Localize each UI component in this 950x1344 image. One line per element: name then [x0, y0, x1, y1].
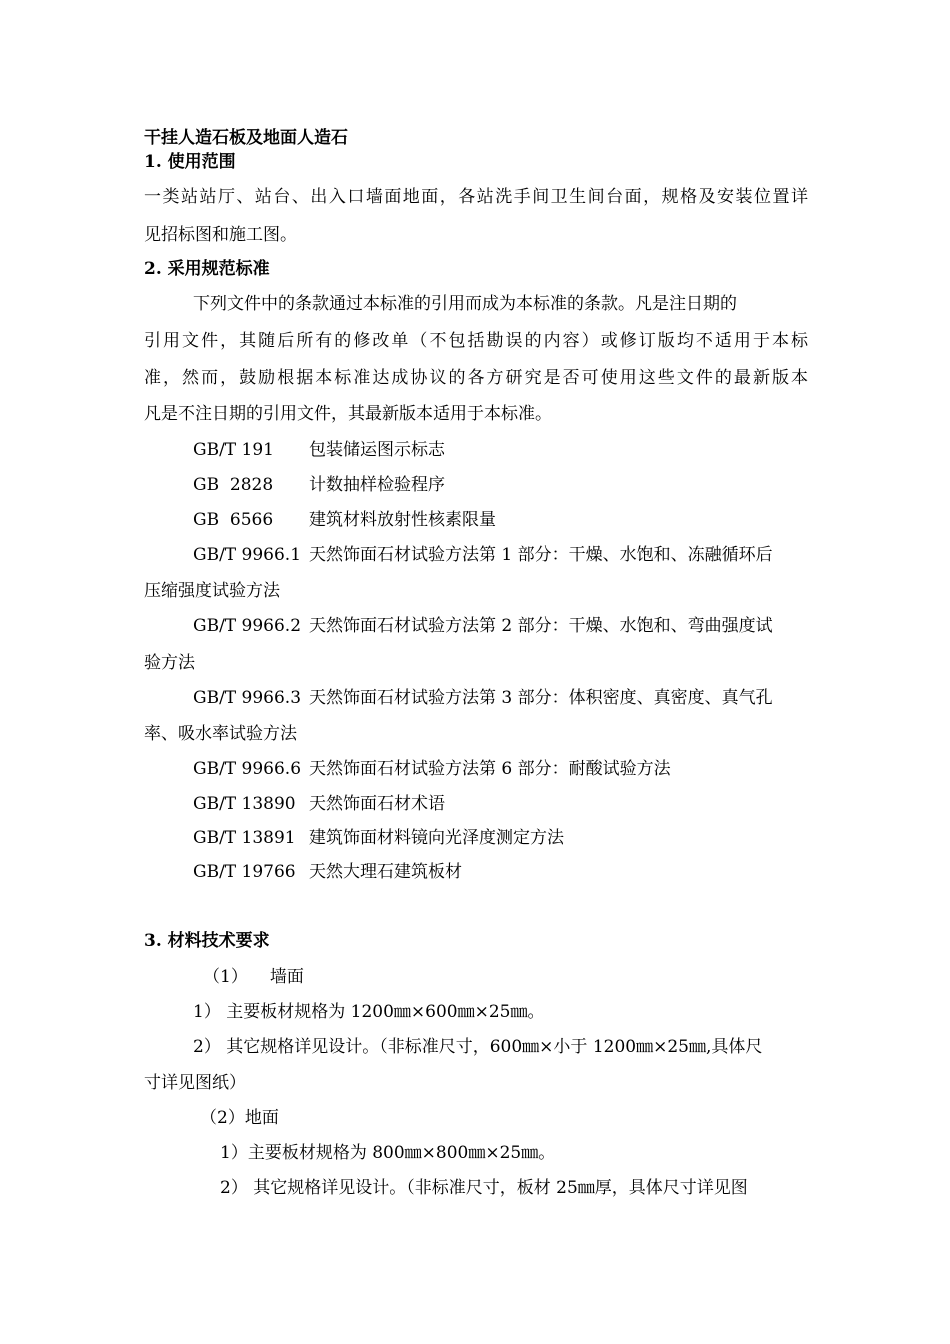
section-2-heading: 2. 采用规范标准 [144, 259, 270, 279]
standard-item [193, 794, 445, 814]
section-1-text-line-2: 见招标图和施工图。 [144, 225, 297, 245]
standard-item-continuation: 验方法 [144, 653, 195, 673]
standard-title: 建筑饰面材料镜向光泽度测定方法 [309, 828, 564, 848]
standard-title: 天然饰面石材试验方法第 3 部分：体积密度、真密度、真气孔 [309, 688, 773, 708]
standard-title: 包装储运图示标志 [309, 440, 445, 460]
section-1-heading: 1. 使用范围 [144, 152, 236, 172]
standard-item [193, 545, 773, 565]
wall-title: 墙面 [269, 967, 304, 987]
standard-title: 天然饰面石材试验方法第 2 部分：干燥、水饱和、弯曲强度试 [309, 616, 773, 636]
standard-item [193, 688, 773, 708]
standard-code: GB/T 13891 [193, 828, 296, 848]
standard-title: 建筑材料放射性核素限量 [309, 510, 496, 530]
standard-code: GB 6566 [193, 510, 274, 530]
standard-item [193, 828, 564, 848]
standard-item [193, 440, 445, 460]
floor-item-1: 1）主要板材规格为 800㎜×800㎜×25㎜。 [220, 1143, 556, 1163]
wall-item-1: 1） 主要板材规格为 1200㎜×600㎜×25㎜。 [193, 1002, 545, 1022]
standard-code: GB/T 13890 [193, 794, 296, 814]
standard-code: GB/T 191 [193, 440, 274, 460]
standard-item [193, 759, 671, 779]
standard-item [193, 475, 445, 495]
standard-title: 天然饰面石材试验方法第 1 部分：干燥、水饱和、冻融循环后 [309, 545, 773, 565]
section-2-intro-line-2: 引用文件，其随后所有的修改单（不包括勘误的内容）或修订版均不适用于本标 [144, 331, 808, 351]
standard-code: GB/T 9966.1 [193, 545, 302, 565]
section-2-intro-line-3: 准，然而，鼓励根据本标准达成协议的各方研究是否可使用这些文件的最新版本 [144, 368, 808, 388]
standard-item [193, 616, 773, 636]
standard-item-continuation: 压缩强度试验方法 [144, 581, 280, 601]
section-1-text-line-1: 一类站站厅、站台、出入口墙面地面，各站洗手间卫生间台面，规格及安装位置详 [144, 187, 808, 207]
wall-label: （1） [203, 967, 248, 987]
wall-subheading [203, 967, 304, 987]
section-2-intro-line-1: 下列文件中的条款通过本标准的引用而成为本标准的条款。凡是注日期的 [193, 294, 737, 314]
wall-item-2: 2） 其它规格详见设计。（非标准尺寸，600㎜×小于 1200㎜×25㎜,具体尺 [193, 1037, 763, 1057]
floor-item-2: 2） 其它规格详见设计。（非标准尺寸，板材 25㎜厚，具体尺寸详见图 [220, 1178, 748, 1198]
section-2-intro-line-4: 凡是不注日期的引用文件，其最新版本适用于本标准。 [144, 404, 552, 424]
standard-item [193, 862, 462, 882]
standard-code: GB/T 9966.3 [193, 688, 302, 708]
standard-code: GB/T 19766 [193, 862, 296, 882]
document-title: 干挂人造石板及地面人造石 [144, 128, 348, 148]
wall-item-2-continuation: 寸详见图纸） [144, 1073, 246, 1093]
standard-code: GB/T 9966.2 [193, 616, 302, 636]
standard-code: GB/T 9966.6 [193, 759, 302, 779]
section-3-heading: 3. 材料技术要求 [144, 931, 270, 951]
floor-subheading: （2）地面 [200, 1108, 279, 1128]
standard-title: 天然大理石建筑板材 [309, 862, 462, 882]
standard-code: GB 2828 [193, 475, 274, 495]
standard-item [193, 510, 496, 530]
standard-title: 计数抽样检验程序 [309, 475, 445, 495]
standard-title: 天然饰面石材试验方法第 6 部分：耐酸试验方法 [309, 759, 671, 779]
standard-title: 天然饰面石材术语 [309, 794, 445, 814]
standard-item-continuation: 率、吸水率试验方法 [144, 724, 297, 744]
